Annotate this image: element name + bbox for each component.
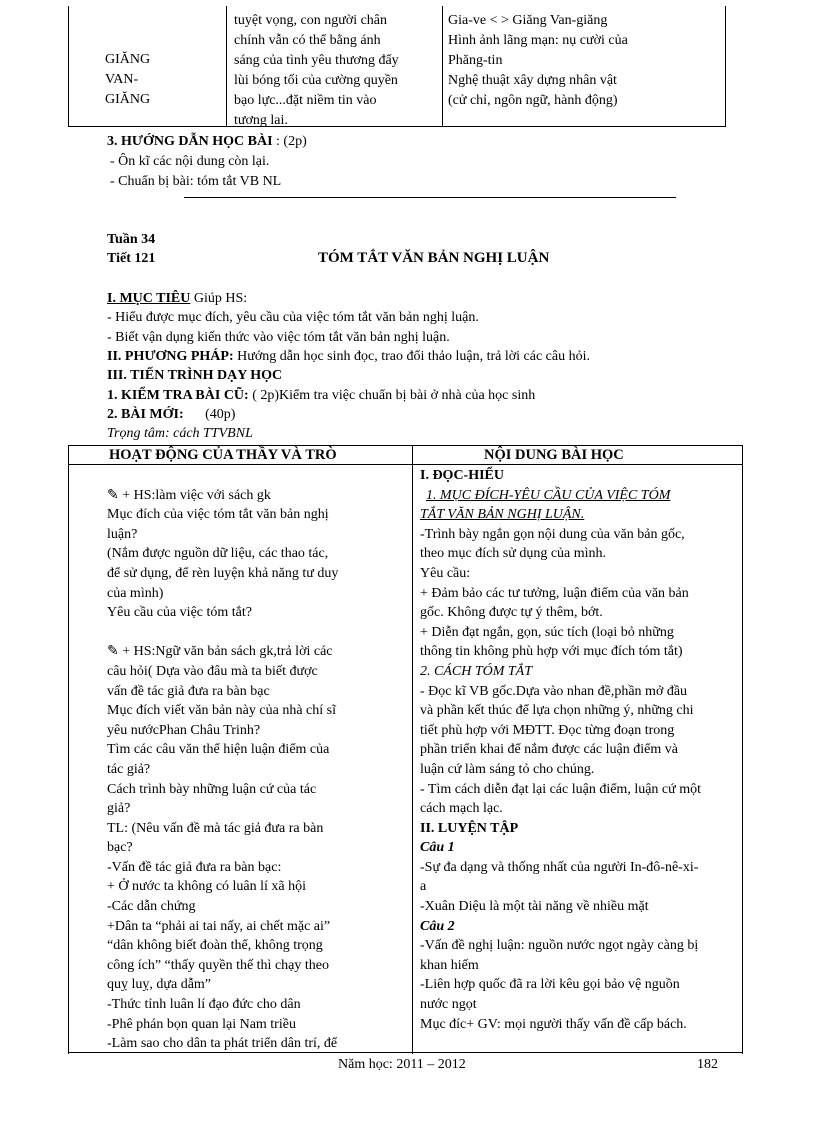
table-cell-text: VAN- xyxy=(105,72,139,87)
lesson-activity-table xyxy=(68,445,743,1054)
new-lesson-heading: 2. BÀI MỚI: xyxy=(107,407,184,422)
check-heading: 1. KIỂM TRA BÀI CŨ: xyxy=(107,388,249,403)
method-text: Hướng dẫn học sinh đọc, trao đổi thảo luận, trả lời các câu hỏi. xyxy=(237,349,590,364)
process-heading: III. TIẾN TRÌNH DẠY HỌC xyxy=(107,368,283,383)
activity-line: của mình) xyxy=(107,585,164,601)
objective-item: - Biết vận dụng kiến thức vào việc tóm tắt văn bản nghị luận. xyxy=(107,330,450,345)
activity-line: “dân không biết đoàn thể, không trọng xyxy=(107,938,323,954)
content-line: và phần kết thúc để lựa chọn những ý, những chi xyxy=(420,703,694,719)
content-line: + Đảm bảo các tư tưởng, luận điểm của văn bản xyxy=(420,585,689,601)
content-line: -Xuân Diệu là một tài năng về nhiều mặt xyxy=(420,899,649,915)
table-cell-text: sáng của tình yêu thương đẩy xyxy=(234,53,399,68)
content-line: -Vấn đề nghị luận: nguồn nước ngọt ngày càng bị xyxy=(420,938,699,954)
activity-line: để sử dụng, để rèn luyện khả năng tư duy xyxy=(107,565,339,581)
table-column-content xyxy=(227,6,443,126)
activity-line: giả? xyxy=(107,801,131,817)
activity-line: vấn đề tác giả đưa ra bàn bạc xyxy=(107,683,270,699)
table-cell-text: chính vẫn có thể bằng ánh xyxy=(234,33,381,48)
period-label: Tiết 121 xyxy=(107,251,156,266)
activity-line: + Ở nước ta không có luân lí xã hội xyxy=(107,879,307,895)
table-cell-text: Hình ảnh lãng mạn: nụ cười của xyxy=(448,33,628,48)
content-column xyxy=(420,466,740,1034)
content-line: I. ĐỌC-HIỂU xyxy=(420,468,505,483)
activity-line: +Dân ta “phải ai tai nấy, ai chết mặc ai” xyxy=(107,918,331,934)
content-line: Câu 1 xyxy=(420,840,455,856)
table-cell-text: bạo lực...đặt niềm tin vào xyxy=(234,93,377,108)
table-header-row xyxy=(69,446,742,465)
lesson-title: TÓM TẮT VĂN BẢN NGHỊ LUẬN xyxy=(318,250,550,266)
activity-line: Mục đích viết văn bản này của nhà chí sĩ xyxy=(107,703,336,719)
content-line: theo mục đích sử dụng của mình. xyxy=(420,546,607,562)
activity-line: TL: (Nêu vấn đề mà tác giả đưa ra bàn xyxy=(107,820,324,836)
table-cell-text: tương lai. xyxy=(234,113,288,128)
activity-line xyxy=(107,623,407,643)
table-cell-text: lùi bóng tối của cường quyền xyxy=(234,73,398,88)
content-line: -Liên hợp quốc đã ra lời kêu gọi bảo vệ nguồn xyxy=(420,977,680,993)
homework-time: : (2p) xyxy=(276,134,307,149)
table-cell-text: (cử chỉ, ngôn ngữ, hành động) xyxy=(448,93,618,108)
activity-line: (Nắm được nguồn dữ liệu, các thao tác, xyxy=(107,546,329,562)
activity-line: bạc? xyxy=(107,840,133,856)
table-column-art xyxy=(443,6,725,126)
footer-rule xyxy=(68,1052,742,1053)
content-line: TẮT VĂN BẢN NGHỊ LUẬN. xyxy=(420,507,585,523)
check-section xyxy=(107,386,535,406)
activity-line: -Vấn đề tác giả đưa ra bàn bạc: xyxy=(107,859,282,875)
activity-line: công ích” “thấy quyền thế thì chạy theo xyxy=(107,957,329,973)
content-line: phần triển khai để nắm được các luận điểm và xyxy=(420,742,678,758)
objectives-heading xyxy=(107,289,247,309)
focus-text: Trọng tâm: cách TTVBNL xyxy=(107,426,253,441)
homework-heading xyxy=(107,132,307,152)
content-line: + Diễn đạt ngắn, gọn, súc tích (loại bỏ những xyxy=(420,624,674,640)
activity-line: -Thức tỉnh luân lí đạo đức cho dân xyxy=(107,997,301,1013)
table-cell-text: Phăng-tin xyxy=(448,53,503,68)
footer-school-year: Năm học: 2011 – 2012 xyxy=(338,1057,466,1072)
method-heading: II. PHƯƠNG PHÁP: xyxy=(107,349,234,364)
activity-line: ✎ + HS:làm việc với sách gk xyxy=(107,487,271,503)
table-column-divider xyxy=(412,446,413,1054)
activity-line: Cách trình bày những luận cứ của tác xyxy=(107,781,317,797)
content-line: Yêu cầu: xyxy=(420,565,471,581)
content-line: tiết phù hợp với MĐTT. Đọc từng đoạn trong xyxy=(420,722,675,738)
activities-column xyxy=(107,466,407,1054)
content-line: a xyxy=(420,879,427,895)
objectives-title: I. MỤC TIÊU xyxy=(107,291,191,306)
content-line: thông tin không phù hợp với mục đích tóm tắt) xyxy=(420,644,683,660)
table-header-content: NỘI DUNG BÀI HỌC xyxy=(484,447,624,463)
activity-line: Tìm các câu văn thể hiện luận điểm của xyxy=(107,742,330,758)
table-cell-text: GIĂNG xyxy=(105,92,151,107)
activity-line: Mục đích của việc tóm tắt văn bản nghị xyxy=(107,507,329,523)
activity-line: tác giả? xyxy=(107,761,151,777)
content-line: -Trình bày ngắn gọn nội dung của văn bản gốc, xyxy=(420,526,685,542)
new-lesson-time: (40p) xyxy=(205,407,236,422)
objectives-lead: Giúp HS: xyxy=(193,291,248,306)
activity-line xyxy=(107,466,407,486)
homework-title: HƯỚNG DẪN HỌC BÀI xyxy=(121,134,273,149)
content-line: nước ngọt xyxy=(420,997,477,1013)
method-section xyxy=(107,347,590,367)
objective-item: - Hiểu được mục đích, yêu cầu của việc tóm tắt văn bản nghị luận. xyxy=(107,310,479,325)
activity-line: quỵ luỵ, dựa dẫm” xyxy=(107,977,212,993)
activity-line: luận? xyxy=(107,526,138,542)
activity-line: câu hỏi( Dựa vào đâu mà ta biết được xyxy=(107,663,318,679)
activity-line: ✎ + HS:Ngữ văn bản sách gk,trả lời các xyxy=(107,644,333,660)
content-line: gốc. Không được tự ý thêm, bớt. xyxy=(420,605,603,621)
content-line: - Đọc kĩ VB gốc.Dựa vào nhan đề,phần mở đầu xyxy=(420,683,688,699)
content-line: 2. CÁCH TÓM TẮT xyxy=(420,663,533,679)
content-line: -Sự đa dạng và thống nhất của người In-đô-nê-xi- xyxy=(420,859,699,875)
activity-line: Yêu cầu của việc tóm tắt? xyxy=(107,605,252,621)
table-column-character xyxy=(69,6,227,126)
content-line: khan hiếm xyxy=(420,957,479,973)
table-header-activities: HOẠT ĐỘNG CỦA THẦY VÀ TRÒ xyxy=(109,447,337,463)
footer-page-number: 182 xyxy=(697,1057,718,1072)
homework-number: 3. xyxy=(107,134,118,149)
content-line: II. LUYỆN TẬP xyxy=(420,820,519,836)
activity-line: -Phê phán bọn quan lại Nam triều xyxy=(107,1016,296,1032)
activity-line: -Làm sao cho dân ta phát triển dân trí, để xyxy=(107,1036,338,1052)
week-label: Tuần 34 xyxy=(107,232,156,247)
content-line: Câu 2 xyxy=(420,918,455,934)
content-line: Mục đíc+ GV: mọi người thấy vấn đề cấp bách. xyxy=(420,1016,687,1032)
check-text: ( 2p)Kiểm tra việc chuẩn bị bài ở nhà của học sinh xyxy=(252,388,536,403)
table-cell-text: GIĂNG xyxy=(105,52,151,67)
activity-line: -Các dẫn chứng xyxy=(107,899,196,915)
new-lesson-section xyxy=(107,405,235,425)
content-line: cách mạch lạc. xyxy=(420,801,503,817)
activity-line: yêu nướcPhan Châu Trinh? xyxy=(107,722,261,738)
table-cell-text: Nghệ thuật xây dựng nhân vật xyxy=(448,73,617,88)
separator-line xyxy=(184,197,676,198)
table-cell-text: tuyệt vọng, con người chân xyxy=(234,13,388,28)
homework-item: - Chuẩn bị bài: tóm tắt VB NL xyxy=(110,174,282,189)
content-line: 1. MỤC ĐÍCH-YÊU CẦU CỦA VIỆC TÓM xyxy=(426,487,671,503)
table-cell-text: Gia-ve < > Giăng Van-giăng xyxy=(448,13,608,28)
previous-lesson-table xyxy=(68,6,726,127)
homework-item: - Ôn kĩ các nội dung còn lại. xyxy=(110,154,270,169)
content-line: - Tìm cách diễn đạt lại các luận điểm, luận cứ một xyxy=(420,781,702,797)
content-line: luận cứ làm sáng tỏ cho chúng. xyxy=(420,761,595,777)
